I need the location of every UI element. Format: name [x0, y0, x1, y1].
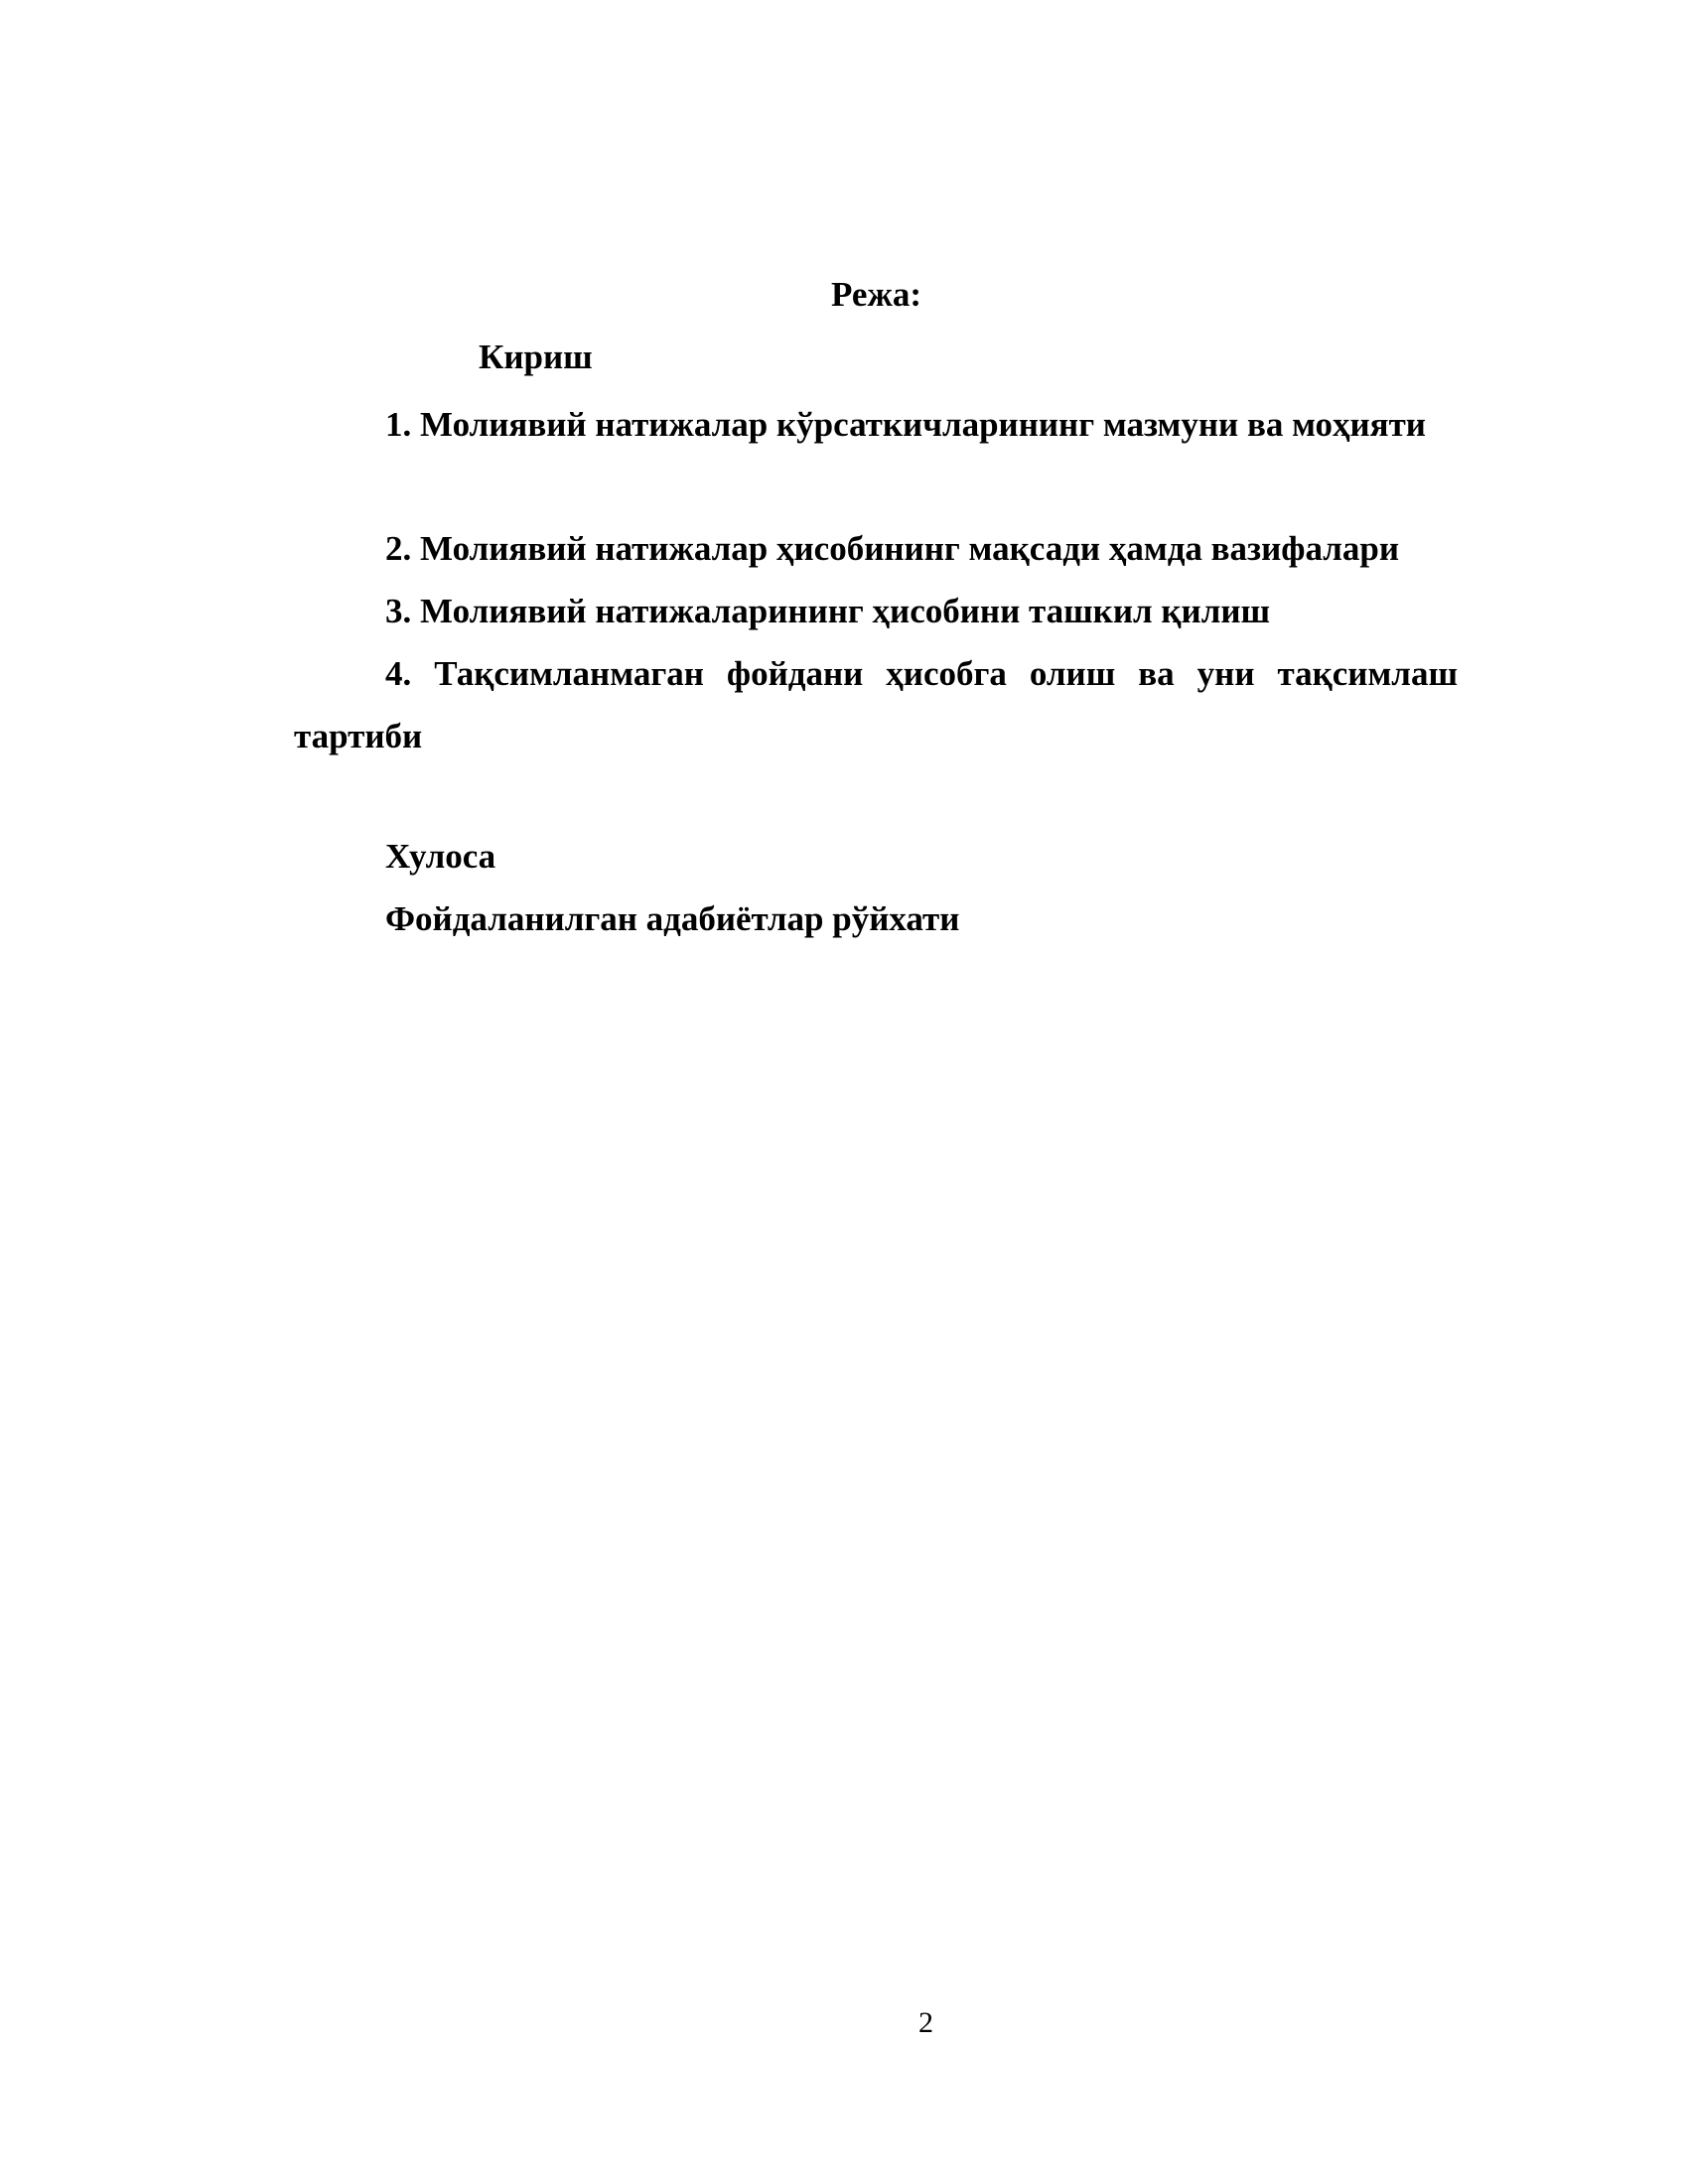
page-number: 2 [918, 2006, 933, 2039]
plan-item-2: 2. Молиявий натижалар ҳисобининг мақсади ҳамда вазифалари [385, 529, 1400, 568]
plan-item-3: 3. Молиявий натижаларининг ҳисобини ташкил қилиш [385, 592, 1271, 630]
page-title: Режа: [831, 275, 921, 314]
references-heading: Фойдаланилган адабиётлар рўйхати [385, 899, 960, 938]
intro-heading: Кириш [479, 338, 593, 376]
conclusion-heading: Хулоса [385, 837, 496, 876]
plan-item-1: 1. Молиявий натижалар кўрсаткичларининг мазмуни ва моҳияти [385, 405, 1426, 444]
plan-item-4: 4. Тақсимланмаган фойдани ҳисобга олиш ва уни тақсимлаш тартиби [294, 654, 1458, 755]
